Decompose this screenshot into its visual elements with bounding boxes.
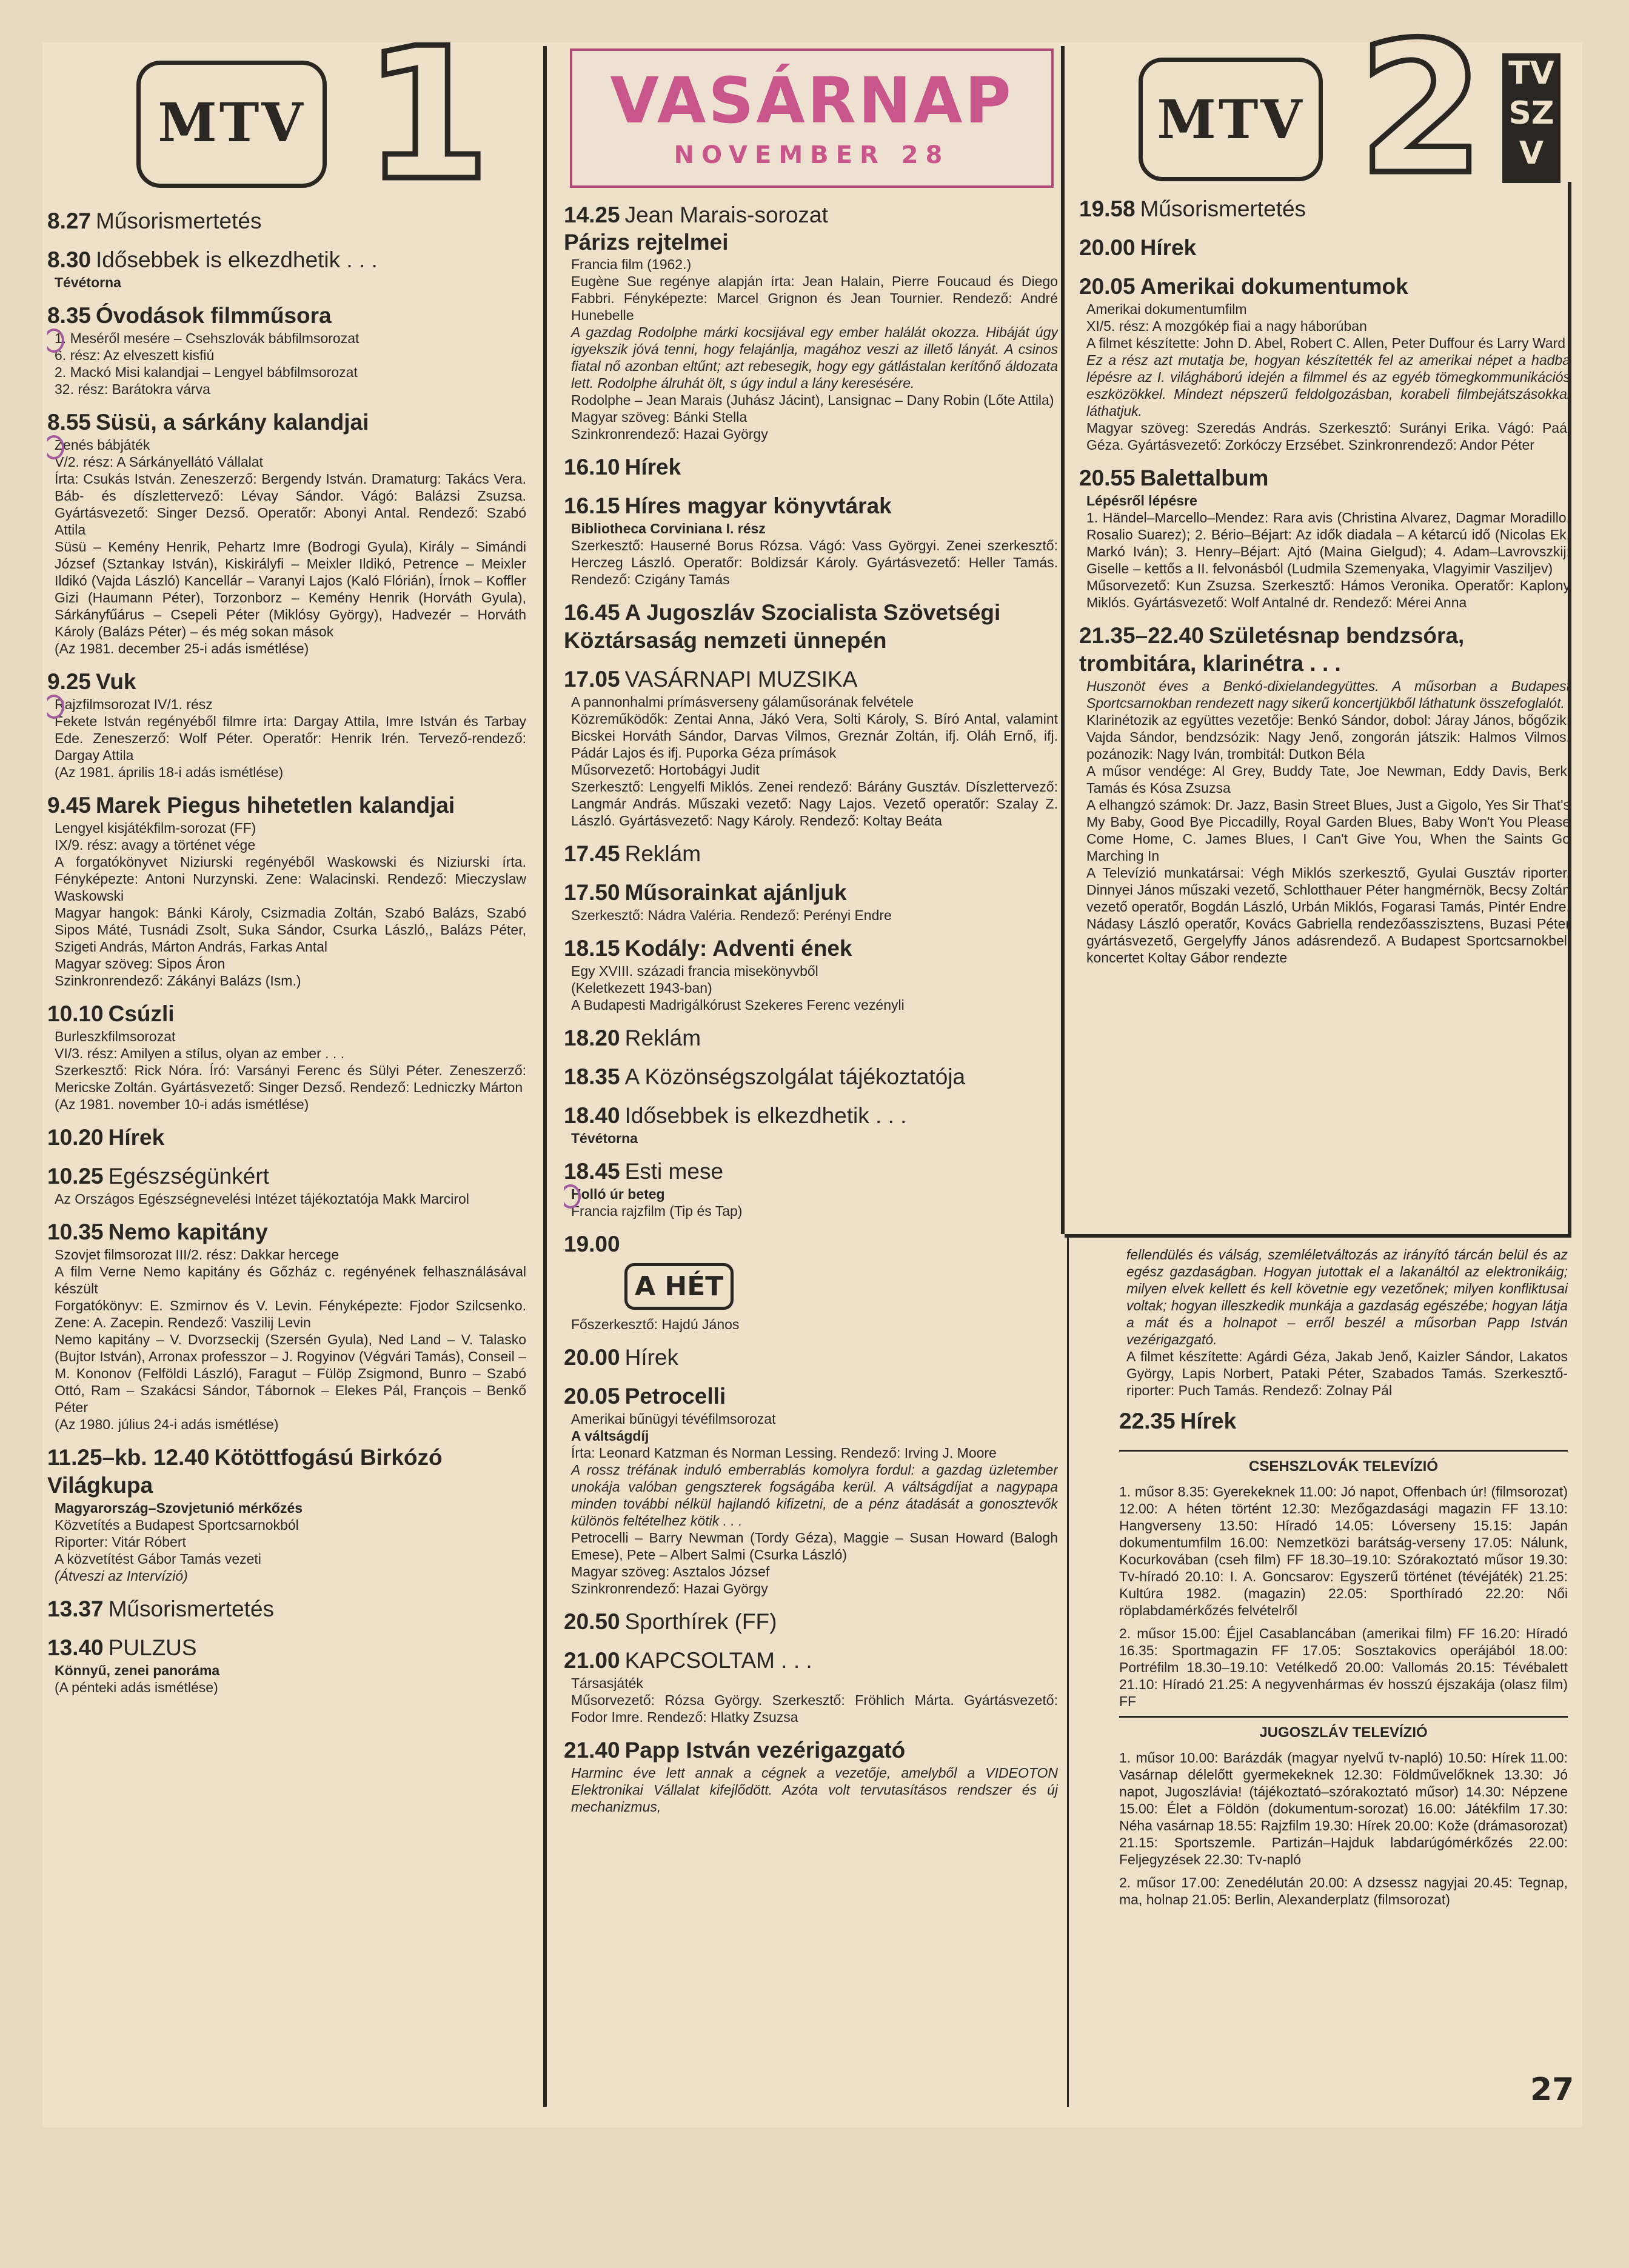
program-detail: XI/5. rész: A mozgókép fiai a nagy háborúban: [1086, 318, 1367, 334]
program-detail: Zenés bábjáték: [55, 436, 526, 453]
program-title-line: [47, 1000, 526, 1028]
program-title-line: [564, 1024, 1058, 1052]
program-time: 8.30: [47, 247, 92, 272]
program-title-line: [1119, 1407, 1568, 1435]
program-item: [47, 1634, 526, 1696]
program-item: [47, 792, 526, 989]
program-detail: Szerkesztő: Rick Nóra. Író: Varsányi Ferenc és Sülyi Péter. Zeneszerző: Mericske Zoltán. Gyártásvezető: Singer Dezső. Rendező: Ledniczky Márton: [55, 1062, 526, 1095]
program-title: Hírek: [624, 455, 681, 479]
section-rule: [1119, 1716, 1568, 1718]
program-title: Születésnap bendzsóra, trombitára, klarinétra . . .: [1079, 623, 1465, 676]
program-item: [564, 665, 1058, 829]
program-detail: (Az 1981. április 18-i adás ismétlése): [55, 764, 284, 780]
program-item: [47, 409, 526, 657]
program-item: [47, 207, 526, 235]
program-title: Idősebbek is elkezdhetik . . .: [96, 247, 378, 272]
program-title-line: [564, 1063, 1058, 1091]
program-detail: Klarinétozik az együttes vezetője: Benkó Sándor, dobol: Járay János, bőgőzik: Vajda Sándor, bendzsózik: Nagy Jenő, zongorán játszik: Halmos Vilmos, pozánozik: Nagy Iván, trombitál: Dutkon Béla: [1086, 712, 1570, 762]
program-detail: fellendülés és válság, szemléletváltozás az irányító tárcán belül és az egész gazdaságban. Hogyan jutottak el a lakanáltól az elektronikáig; milyen elvek kellett és kell követnie egy vezetőnek; milyen konfliktusai voltak; hogyan illeszkedik munkája a gazdaság egészébe; hogyan látja a mát és a holnapot – erről beszél a műsorban Papp István vezérigazgató.: [1126, 1247, 1568, 1347]
a-het-logo: A HÉT: [624, 1263, 734, 1310]
program-title: Reklám: [624, 1026, 701, 1050]
program-detail: Könnyű, zenei panoráma: [55, 1663, 220, 1678]
program-detail: Szerkesztő: Hauserné Borus Rózsa. Vágó: Vass Györgyi. Zenei szerkesztő: Herczeg László. Operatőr: Boldizsár Károly. Gyártásvezető: Heller Tamás. Rendező: Czigány Tamás: [571, 538, 1058, 587]
program-time: 19.00: [564, 1232, 620, 1256]
program-title-line: [564, 1736, 1058, 1764]
program-title-line: [564, 1382, 1058, 1410]
program-item: [1079, 195, 1570, 223]
mtv2-box-bottom: [1065, 1234, 1571, 1238]
program-time: 13.40: [47, 1635, 104, 1660]
foreign-tv-listing: 1. műsor 10.00: Barázdák (magyar nyelvű tv-napló) 10.50: Hírek 11.00: Vasárnap délelőtt gyermekeknek 12.30: Földművelőknek 13.30: Jó napot, Jugoszlávia! (tájékoztató–szórakoztató műsor) 14.30: Népzene 15.00: Élet a Földön (dokumentum-sorozat) 16.00: Játékfilm 17.30: Néha vasárnap 18.55: Rajzfilm 19.30: Hírek 20.00: Kože (drámasorozat) 21.15: Sportszemle. Partizán–Hajduk labdarúgómérkőzés 22.00: Feljegyzések 22.30: Tv-napló: [1119, 1750, 1568, 1867]
program-title: Egészségünkért: [108, 1164, 269, 1189]
program-detail: Az Országos Egészségnevelési Intézet tájékoztatója Makk Marcirol: [55, 1191, 469, 1207]
section-rule: [1119, 1450, 1568, 1452]
program-time: 10.10: [47, 1001, 104, 1026]
program-detail: 32. rész: Barátokra várva: [55, 381, 210, 397]
program-title: A Jugoszláv Szocialista Szövetségi Köztársaság nemzeti ünnepén: [564, 600, 1001, 653]
program-detail: Írta: Csukás István. Zeneszerző: Bergendy István. Dramaturg: Takács Vera. Báb- és díszlettervező: Lévay Sándor. Vágó: Balázsi Zsuzsa. Gyártásvezető: Singer Dezső. Operatőr: Abonyi Antal. Rendező: Szabó Attila: [55, 471, 526, 538]
program-time: 21.35–22.40: [1079, 623, 1204, 648]
program-time: 10.20: [47, 1125, 104, 1150]
program-item: [1079, 273, 1570, 453]
program-title-line: [564, 879, 1058, 907]
program-title: Műsorismertetés: [108, 1596, 275, 1621]
program-detail: A film Verne Nemo kapitány és Gőzház c. regényének felhasználásával készült: [55, 1264, 526, 1296]
program-title-line: [564, 1158, 1058, 1186]
program-item: [47, 1162, 526, 1207]
program-title: Hírek: [624, 1345, 678, 1370]
program-title-line: [47, 207, 526, 235]
program-item: [1079, 622, 1570, 966]
program-item: [564, 879, 1058, 924]
program-detail: Írta: Leonard Katzman és Norman Lessing. Rendező: Irving J. Moore: [571, 1445, 997, 1461]
program-detail: V/2. rész: A Sárkányellátó Vállalat: [55, 454, 263, 470]
program-title: Vuk: [96, 669, 136, 694]
program-title: Süsü, a sárkány kalandjai: [96, 410, 369, 435]
foreign-tv-listing: 1. műsor 8.35: Gyerekeknek 11.00: Jó napot, Offenbach úr! (filmsorozat) 12.00: A héten történt 12.30: Mezőgazdasági magazin FF 13.10: Hangverseny 13.50: Híradó 14.05: Lóverseny 15.15: Japán dokumentumfilm 16.00: Nemzetközi barátság-verseny 17.05: Nálunk, Kocurkovában (cseh film) FF 18.30–19.10: Szórakoztató műsor 19.30: Tv-híradó 20.10: I. A. Goncsarov: Egyszerű történet (tévéjáték) 21.25: Kultúra 1982. (magazin) 22.05: Sporthíradó 22.20: Női röplabdamérkőzés felvételről: [1119, 1484, 1568, 1618]
program-detail: A filmet készítette: Agárdi Géza, Jakab Jenő, Kaizler Sándor, Lakatos György, Lapis Norbert, Pataki Péter, Szabados Tamás. Szerkesztő-riporter: Puch Tamás. Rendező: Zolnay Pál: [1126, 1349, 1568, 1398]
program-detail: Ez a rész azt mutatja be, hogyan készítették fel az amerikai népet a hadba lépésre az I. világháború idején a filmmel és az egyéb tömegkommunikációs eszközökkel. Mindezt népszerű feldolgozásban, korabeli filmbejátszásokkal láthatjuk.: [1086, 352, 1570, 419]
program-detail: (Átveszi az Intervízió): [55, 1568, 188, 1584]
program-time: 17.45: [564, 841, 620, 866]
day-banner: [570, 48, 1054, 188]
mtv1-program-column: [47, 207, 526, 2268]
program-detail: Fekete István regényéből filmre írta: Dargay Attila, Imre István és Tarbay Ede. Zeneszerző: Wolf Péter. Operatőr: Henrik Irén. Tervező-rendező: Dargay Attila: [55, 713, 526, 763]
program-detail: Egy XVIII. századi francia misekönyvből: [571, 963, 818, 979]
program-title-line: [564, 1102, 1058, 1130]
mtv2-program-column: [1079, 195, 1570, 1230]
program-detail: Riporter: Vitár Róbert: [55, 1534, 186, 1550]
program-detail: Főszerkesztő: Hajdú János: [571, 1316, 740, 1332]
program-title: Nemo kapitány: [108, 1219, 268, 1244]
program-title-line: [47, 1124, 526, 1152]
program-detail: Műsorvezető: Rózsa György. Szerkesztő: Fröhlich Márta. Gyártásvezető: Fodor Imre. Rendező: Hlatky Zsuzsa: [571, 1692, 1058, 1725]
program-detail: Szerkesztő: Nádra Valéria. Rendező: Perényi Endre: [571, 907, 892, 923]
program-item: [564, 453, 1058, 481]
program-title-line: [47, 668, 526, 696]
program-title-line: [564, 201, 1058, 229]
program-item: [47, 1218, 526, 1433]
program-time: 19.58: [1079, 196, 1136, 221]
program-detail: Műsorvezető: Hortobágyi Judit: [571, 762, 760, 778]
program-title: Marek Piegus hihetetlen kalandjai: [96, 793, 455, 818]
program-detail: A forgatókönyvet Niziurski regényéből Waskowski és Niziurski írta. Fényképezte: Antoni Nurzynski. Zene: Walacinski. Rendező: Mieczyslaw Waskowski: [55, 854, 526, 904]
program-detail: Magyar hangok: Bánki Károly, Csizmadia Zoltán, Szabó Balázs, Szabó Sipos Máté, Tusnádi Zsolt, Suka Sándor, Csurka László,, Balázs Péter, Szigeti András, Márton András, Farkas Antal: [55, 905, 526, 955]
program-item: [564, 1102, 1058, 1147]
program-detail: Szerkesztő: Lengyelfi Miklós. Zenei rendező: Bárány Gusztáv. Díszlettervező: Langmár András. Műszaki vezető: Nagy Lajos. Vezető operatőr: Szalay Z. László. Gyártásvezető: Nagy Károly. Rendező: Koltay Beáta: [571, 779, 1058, 829]
program-time: 8.35: [47, 303, 92, 328]
program-title-line: [564, 1230, 1058, 1258]
program-detail: Rajzfilmsorozat IV/1. rész: [55, 696, 526, 713]
program-detail: A pannonhalmi prímásverseny gálaműsorának felvétele: [571, 694, 914, 710]
program-detail: 6. rész: Az elveszett kisfiú: [55, 347, 215, 363]
program-item: [47, 1595, 526, 1623]
program-item: [564, 1230, 1058, 1333]
program-detail: Szinkronrendező: Hazai György: [571, 1581, 768, 1596]
program-title: Hírek: [1180, 1409, 1237, 1433]
foreign-tv-listing: 2. műsor 17.00: Zenedélután 20.00: A dzsessz nagyjai 20.45: Tegnap, ma, holnap 21.05: Berlin, Alexanderplatz (filmsorozat): [1119, 1875, 1568, 1907]
program-time: 16.10: [564, 455, 620, 479]
program-detail: Szinkronrendező: Hazai György: [571, 426, 768, 442]
program-title: Kötöttfogású Birkózó Világkupa: [47, 1445, 443, 1498]
program-detail: Francia rajzfilm (Tip és Tap): [571, 1203, 743, 1219]
program-detail: A filmet készítette: John D. Abel, Robert C. Allen, Peter Duffour és Larry Ward: [1086, 335, 1566, 351]
program-time: 17.50: [564, 880, 620, 905]
program-time: 18.45: [564, 1159, 620, 1184]
program-item: [564, 1736, 1058, 1815]
program-detail: (Keletkezett 1943-ban): [571, 980, 712, 996]
program-title: Híres magyar könyvtárak: [624, 493, 892, 518]
program-detail: Lengyel kisjátékfilm-sorozat (FF): [55, 820, 256, 836]
program-item: [564, 840, 1058, 868]
program-title: VASÁRNAPI MUZSIKA: [624, 667, 858, 692]
program-detail: Társasjáték: [571, 1675, 643, 1691]
program-time: 9.25: [47, 669, 92, 694]
mtv1-channel-number: 1: [364, 9, 490, 221]
mtv2-logo: MTV: [1139, 58, 1323, 181]
program-detail: Nemo kapitány – V. Dvorzseckij (Szersén Gyula), Ned Land – V. Talasko (Bujtor István), Arronax professzor – J. Rogyinov (Végvári Tamás), Conseil – M. Kononov (Felföldi László), Faragut – Fülöp Zsigmond, Bunro – Szabó Ottó, Ram – Szakácsi Sándor, Tábornok – Elekes Pál, François – Benkő Péter: [55, 1332, 526, 1415]
program-detail: A váltságdíj: [571, 1428, 649, 1444]
program-title: Hírek: [108, 1125, 165, 1150]
program-detail: A gazdag Rodolphe márki kocsijával egy ember halálát okozza. Hibáját úgy igyekszik jóvá tenni, hogy felajánlja, magához veszi az illető lányát. A csinos fiatal nő azonban eltűnt; azt rebesegik, hogy egy gátlástalan kerítőnő áldozata lett. Rodolphe álruhát ölt, s úgy indul a lány keresésére.: [571, 324, 1058, 391]
program-title: Sporthírek (FF): [624, 1609, 777, 1634]
program-title-line: [1079, 195, 1570, 223]
program-title-line: [564, 492, 1058, 520]
program-title: Reklám: [624, 841, 701, 866]
program-title-line: [47, 246, 526, 274]
tvszv-line-2: SZ: [1508, 95, 1554, 132]
program-item: [564, 492, 1058, 588]
column-divider-right-lower: [1067, 1234, 1069, 2107]
program-detail: Amerikai bűnügyi tévéfilmsorozat: [571, 1411, 776, 1427]
program-time: 20.55: [1079, 465, 1136, 490]
program-detail: A rossz tréfának induló emberrablás komolyra fordul: a gazdag üzletember unokája valóban gengszterek fogságába kerül. A váltságdíjat a nagypapa minden további nélkül hajlandó kifizetni, de a pénz átadását a gonosztevők különös feltételhez kötik . . .: [571, 1462, 1058, 1529]
program-detail: 1. Meséről mesére – Csehszlovák bábfilmsorozat: [55, 330, 526, 347]
program-title-line: [564, 599, 1058, 655]
program-time: 9.45: [47, 793, 92, 818]
program-title: Petrocelli: [624, 1384, 726, 1409]
program-detail: (Az 1980. július 24-i adás ismétlése): [55, 1416, 279, 1432]
program-title: Műsorismertetés: [96, 208, 262, 233]
program-item: [47, 668, 526, 781]
program-detail: (Az 1981. november 10-i adás ismétlése): [55, 1096, 309, 1112]
mtv2-continued-column: [1119, 1246, 1568, 2083]
foreign-tv-listing: 2. műsor 15.00: Éjjel Casablancában (amerikai film) FF 16.20: Híradó 16.35: Sportmagazin FF 17.05: Sosztakovics operájából 18.00: Portréfilm 18.30–19.10: Vetélkedő 20.00: Vallomás 20.15: Tévébalett 21.10: Híradó 21.25: A negyvenhármas év hosszú éjszakája (olasz film) FF: [1119, 1626, 1568, 1709]
program-detail: Magyar szöveg: Szeredás András. Szerkesztő: Surányi Erika. Vágó: Paál Géza. Gyártásvezető: Zorkóczy Erzsébet. Szinkronrendező: Andor Péter: [1086, 420, 1570, 453]
program-detail: A műsor vendége: Al Grey, Buddy Tate, Joe Newman, Eddy Davis, Berki Tamás és Kósa Zsuzsa: [1086, 763, 1570, 796]
program-detail: Harminc éve lett annak a cégnek a vezetője, amelyből a VIDEOTON Elektronikai Vállalat kifejlődött. Azóta volt tervutasításos rendszer és új mechanizmus,: [571, 1765, 1058, 1815]
program-time: 17.05: [564, 667, 620, 692]
program-time: 21.40: [564, 1738, 620, 1763]
program-title-line: [47, 302, 526, 330]
program-detail: (A pénteki adás ismétlése): [55, 1679, 218, 1695]
foreign-tv-heading: CSEHSZLOVÁK TELEVÍZIÓ: [1248, 1458, 1439, 1475]
program-title: Esti mese: [624, 1159, 724, 1184]
program-title: Amerikai dokumentumok: [1140, 274, 1408, 299]
program-time: 18.35: [564, 1064, 620, 1089]
program-time: 18.15: [564, 936, 620, 961]
program-detail: Süsü – Kemény Henrik, Pehartz Imre (Bodrogi Gyula), Király – Simándi József (Sztankay István), Kiskirályfi – Meixler Ildikó, Petrence – Meixler Ildikó (Vajda László) Kancellár – Varanyi Lajos (Kaló Flórián), Írnok – Koffler Gizi (Haumann Péter), Torzonborz – Kemény Henrik (Horváth Gyula), Sárkányfűárus – Csepeli Péter (Miklósy György), Hadvezér – Horváth Károly (Balázs Péter) – és még sokan mások: [55, 539, 526, 639]
program-time: 10.35: [47, 1219, 104, 1244]
program-item: [564, 1647, 1058, 1726]
program-detail: Tévétorna: [55, 275, 121, 290]
program-time: 14.25: [564, 202, 620, 227]
column-divider-right: [1061, 46, 1065, 1234]
program-title-line: [564, 1608, 1058, 1636]
program-title: Óvodások filmműsora: [96, 303, 332, 328]
program-detail: IX/9. rész: avagy a történet vége: [55, 837, 256, 853]
program-title-line: [47, 1634, 526, 1662]
program-item: [47, 1124, 526, 1152]
program-item: [47, 302, 526, 398]
program-item: [564, 1158, 1058, 1219]
foreign-tv-heading: JUGOSZLÁV TELEVÍZIÓ: [1259, 1724, 1428, 1741]
tvszv-line-1: TV: [1508, 55, 1554, 92]
program-time: 18.40: [564, 1103, 620, 1128]
program-title-line: [564, 1344, 1058, 1372]
program-item: [47, 1444, 526, 1584]
program-detail: Közreműködők: Zentai Anna, Jákó Vera, Solti Károly, S. Bíró Antal, valamint Bicskei Horváth Sándor, Darvas Vilmos, Greznár Zoltán, ifj. Oláh Ernő, ifj. Pádár Lajos és ifj. Puporka Géza prímások: [571, 711, 1058, 761]
program-detail: Magyarország–Szovjetunió mérkőzés: [55, 1500, 303, 1516]
program-time: 20.50: [564, 1609, 620, 1634]
program-title-line: [47, 1595, 526, 1623]
program-title: A Közönségszolgálat tájékoztatója: [624, 1064, 966, 1089]
program-title-line: [1079, 234, 1570, 262]
program-item: [564, 1382, 1058, 1597]
program-time: 20.00: [1079, 235, 1136, 260]
program-item: [47, 1000, 526, 1113]
program-time: 20.00: [564, 1345, 620, 1370]
program-item: [564, 935, 1058, 1013]
program-item: [564, 201, 1058, 442]
program-detail: Lépésről lépésre: [1086, 493, 1197, 509]
program-title-line: [47, 1444, 526, 1499]
program-detail: Közvetítés a Budapest Sportcsarnokból: [55, 1517, 299, 1533]
program-detail: (Az 1981. december 25-i adás ismétlése): [55, 641, 309, 656]
program-time: 8.27: [47, 208, 92, 233]
program-title: Műsorismertetés: [1140, 196, 1306, 221]
program-title: Jean Marais-sorozat: [624, 202, 828, 227]
program-detail: Szovjet filmsorozat III/2. rész: Dakkar hercege: [55, 1247, 340, 1262]
program-time: 22.35: [1119, 1409, 1176, 1433]
program-time: 11.25–kb. 12.40: [47, 1445, 210, 1470]
program-detail: Francia film (1962.): [571, 256, 692, 272]
program-title: Balettalbum: [1140, 465, 1269, 490]
program-title-line: [47, 1218, 526, 1246]
program-detail: A Budapesti Madrigálkórust Szekeres Ferenc vezényli: [571, 997, 905, 1013]
program-title: Papp István vezérigazgató: [624, 1738, 906, 1763]
program-subtitle: Párizs rejtelmei: [564, 230, 729, 255]
program-detail: VI/3. rész: Amilyen a stílus, olyan az ember . . .: [55, 1046, 345, 1061]
program-item: [564, 1063, 1058, 1091]
program-title-line: [564, 453, 1058, 481]
program-item: [564, 1024, 1058, 1052]
program-time: 18.20: [564, 1026, 620, 1050]
program-detail: Műsorvezető: Kun Zsuzsa. Szerkesztő: Hámos Veronika. Operatőr: Kaplony Miklós. Gyártásvezető: Wolf Antalné dr. Rendező: Mérei Anna: [1086, 578, 1570, 610]
program-time: 20.05: [1079, 274, 1136, 299]
day-date: NOVEMBER 28: [674, 141, 950, 169]
program-title-line: [47, 792, 526, 819]
program-title-line: [564, 665, 1058, 693]
program-detail: Magyar szöveg: Bánki Stella: [571, 409, 748, 425]
program-detail: 1. Händel–Marcello–Mendez: Rara avis (Christina Alvarez, Dagmar Moradillo, Rosalio Suarez); 2. Bério–Béjart: Az idők diadala – A kétarcú idő (Nicolas Ek, Markó Iván); 3. Henry–Béjart: Ajtó (Maina Gielgud); 4. Adam–Lavrovszkij: Giselle – kettős a II. felvonásból (Ludmila Szemenyaka, Vlagyimir Vasziljev): [1086, 510, 1570, 576]
program-title-line: [564, 840, 1058, 868]
program-time: 21.00: [564, 1648, 620, 1673]
program-detail: Tévétorna: [571, 1130, 638, 1146]
program-item: [47, 246, 526, 291]
program-title: KAPCSOLTAM . . .: [624, 1648, 812, 1673]
program-detail: Magyar szöveg: Asztalos József: [571, 1564, 770, 1579]
column-divider-left: [543, 46, 547, 2107]
program-detail: Petrocelli – Barry Newman (Tordy Géza), Maggie – Susan Howard (Balogh Emese), Pete – Albert Salmi (Csurka László): [571, 1530, 1058, 1563]
tv-szv-badge: [1502, 53, 1560, 183]
program-detail: Burleszkfilmsorozat: [55, 1029, 176, 1044]
program-item: [564, 1344, 1058, 1372]
program-time: 10.25: [47, 1164, 104, 1189]
program-title: Csúzli: [108, 1001, 175, 1026]
program-detail: Szinkronrendező: Zákányi Balázs (Ism.): [55, 973, 301, 989]
program-detail: Huszonöt éves a Benkó-dixielandegyüttes. A műsorban a Budapest Sportcsarnokban rendezett nagy sikerű koncertjükből láthatunk összefoglalót.: [1086, 678, 1570, 711]
program-title-line: [564, 1647, 1058, 1675]
program-item: [564, 599, 1058, 655]
program-item: [564, 1608, 1058, 1636]
program-title-line: [564, 935, 1058, 962]
program-title-line: [47, 1162, 526, 1190]
program-detail: A közvetítést Gábor Tamás vezeti: [55, 1551, 261, 1567]
program-title: Hírek: [1140, 235, 1197, 260]
program-detail: Forgatókönyv: E. Szmirnov és V. Levin. Fényképezte: Fjodor Szilcsenko. Zene: A. Zacepin. Rendező: Vaszilij Levin: [55, 1298, 526, 1330]
program-time: 16.45: [564, 600, 620, 625]
day-title: VASÁRNAP: [610, 64, 1014, 138]
program-time: 13.37: [47, 1596, 104, 1621]
page-number: 27: [1530, 2072, 1574, 2108]
mtv2-channel-number: 2: [1358, 3, 1485, 215]
program-detail: Eugène Sue regénye alapján írta: Jean Halain, Pierre Foucaud és Diego Fabbri. Fényképezte: Marcel Grignon és Jean Tournier. Rendező: André Hunebelle: [571, 273, 1058, 323]
program-detail: Holló úr beteg: [571, 1186, 1058, 1202]
program-title-line: [1079, 622, 1570, 678]
program-detail: Magyar szöveg: Sipos Áron: [55, 956, 226, 972]
program-title-line: [47, 409, 526, 436]
mtv1-logo: MTV: [136, 61, 327, 188]
center-program-column: [564, 201, 1058, 2262]
program-time: 16.15: [564, 493, 620, 518]
program-detail: A elhangzó számok: Dr. Jazz, Basin Street Blues, Just a Gigolo, Yes Sir That's My Baby, Good Bye Piccadilly, Royal Garden Blues, Baby Won't You Please Come Home, C. James Blues, I Can't Give You, When the Saints Go Marching In: [1086, 797, 1570, 864]
program-title-line: [1079, 464, 1570, 492]
program-detail: Bibliotheca Corviniana I. rész: [571, 521, 766, 536]
program-title: Idősebbek is elkezdhetik . . .: [624, 1103, 907, 1128]
program-item: [1079, 234, 1570, 262]
program-item: [1079, 464, 1570, 611]
program-time: 8.55: [47, 410, 92, 435]
program-detail: 2. Mackó Misi kalandjai – Lengyel bábfilmsorozat: [55, 364, 358, 380]
program-title: PULZUS: [108, 1635, 197, 1660]
program-title-line: [1079, 273, 1570, 301]
program-detail: A Televízió munkatársai: Végh Miklós szerkesztő, Gyulai Gusztáv riporter, Dinnyei János műszaki vezető, Schlotthauer Péter hangmérnök, Becsy Zoltán vezető operatőr, Bogdán László, Urbán Miklós, Fogarasi Tamás, Pintér Endre, Nádasy László operatőr, Kovács Gabriella rendezőasszisztens, Buzasi Péter gyártásvezető, Gergelyffy János adásrendező. A Budapest Sportcsarnokbeli koncertet Koltay Gábor rendezte: [1086, 865, 1570, 966]
program-detail: Amerikai dokumentumfilm: [1086, 301, 1247, 317]
program-title: Műsorainkat ajánljuk: [624, 880, 847, 905]
tvszv-line-3: V: [1519, 135, 1544, 172]
program-detail: Rodolphe – Jean Marais (Juhász Jácint), Lansignac – Dany Robin (Lőte Attila): [571, 392, 1054, 408]
program-time: 20.05: [564, 1384, 620, 1409]
program-title: Kodály: Adventi ének: [624, 936, 852, 961]
